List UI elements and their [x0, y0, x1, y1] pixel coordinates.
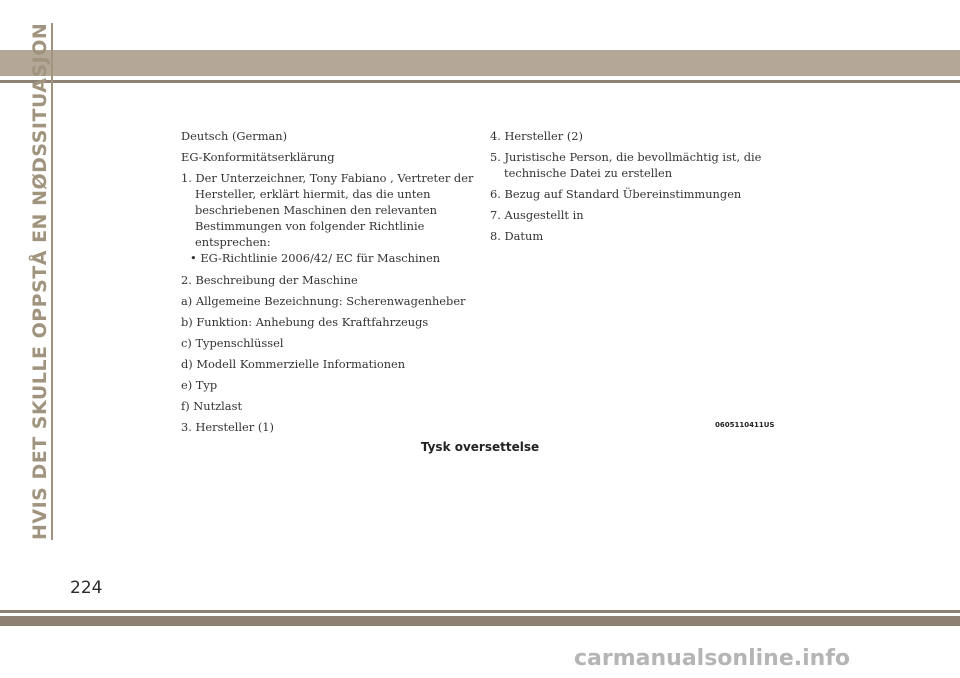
declaration-item-6: 6. Bezug auf Standard Übereinstimmungen: [490, 187, 742, 201]
declaration-item-3: 3. Hersteller (1): [181, 420, 274, 434]
figure-code: 0605110411US: [715, 421, 775, 429]
page-number: 224: [70, 578, 103, 598]
declaration-item-8: 8. Datum: [490, 229, 544, 243]
declaration-item-1: 1. Der Unterzeichner, Tony Fabiano , Vertreter der Hersteller, erklärt hiermit, das die unten beschriebenen Maschinen den relevanten Bestimmungen von folgender Richtlinie entsprechen:: [181, 171, 474, 249]
declaration-item-5: 5. Juristische Person, die bevollmächtig ist, die technische Datei zu erstellen: [490, 150, 762, 180]
declaration-item-2: 2. Beschreibung der Maschine: [181, 273, 358, 287]
declaration-item-e: e) Typ: [181, 378, 218, 392]
header-band: [0, 50, 960, 76]
declaration-item-a: a) Allgemeine Bezeichnung: Scherenwagenheber: [181, 294, 466, 308]
footer-rule-thin: [0, 610, 960, 613]
declaration-item-f: f) Nutzlast: [181, 399, 243, 413]
directive-bullet: • EG-Richtlinie 2006/42/ EC für Maschinen: [181, 250, 481, 266]
footer-rule-thick: [0, 616, 960, 626]
section-side-title: HVIS DET SKULLE OPPSTÅ EN NØDSSITUASJON: [29, 22, 51, 540]
declaration-item-4: 4. Hersteller (2): [490, 129, 583, 143]
header-rule: [0, 80, 960, 83]
language-heading: Deutsch (German): [181, 129, 288, 143]
declaration-item-d: d) Modell Kommerzielle Informationen: [181, 357, 406, 371]
watermark: carmanualsonline.info: [574, 646, 850, 671]
declaration-item-7: 7. Ausgestellt in: [490, 208, 584, 222]
figure-caption: Tysk oversettelse: [420, 440, 540, 454]
declaration-item-c: c) Typenschlüssel: [181, 336, 284, 350]
left-column: [181, 128, 481, 440]
right-column: [490, 128, 805, 249]
declaration-title: EG-Konformitätserklärung: [181, 150, 335, 164]
declaration-item-b: b) Funktion: Anhebung des Kraftfahrzeugs: [181, 315, 429, 329]
